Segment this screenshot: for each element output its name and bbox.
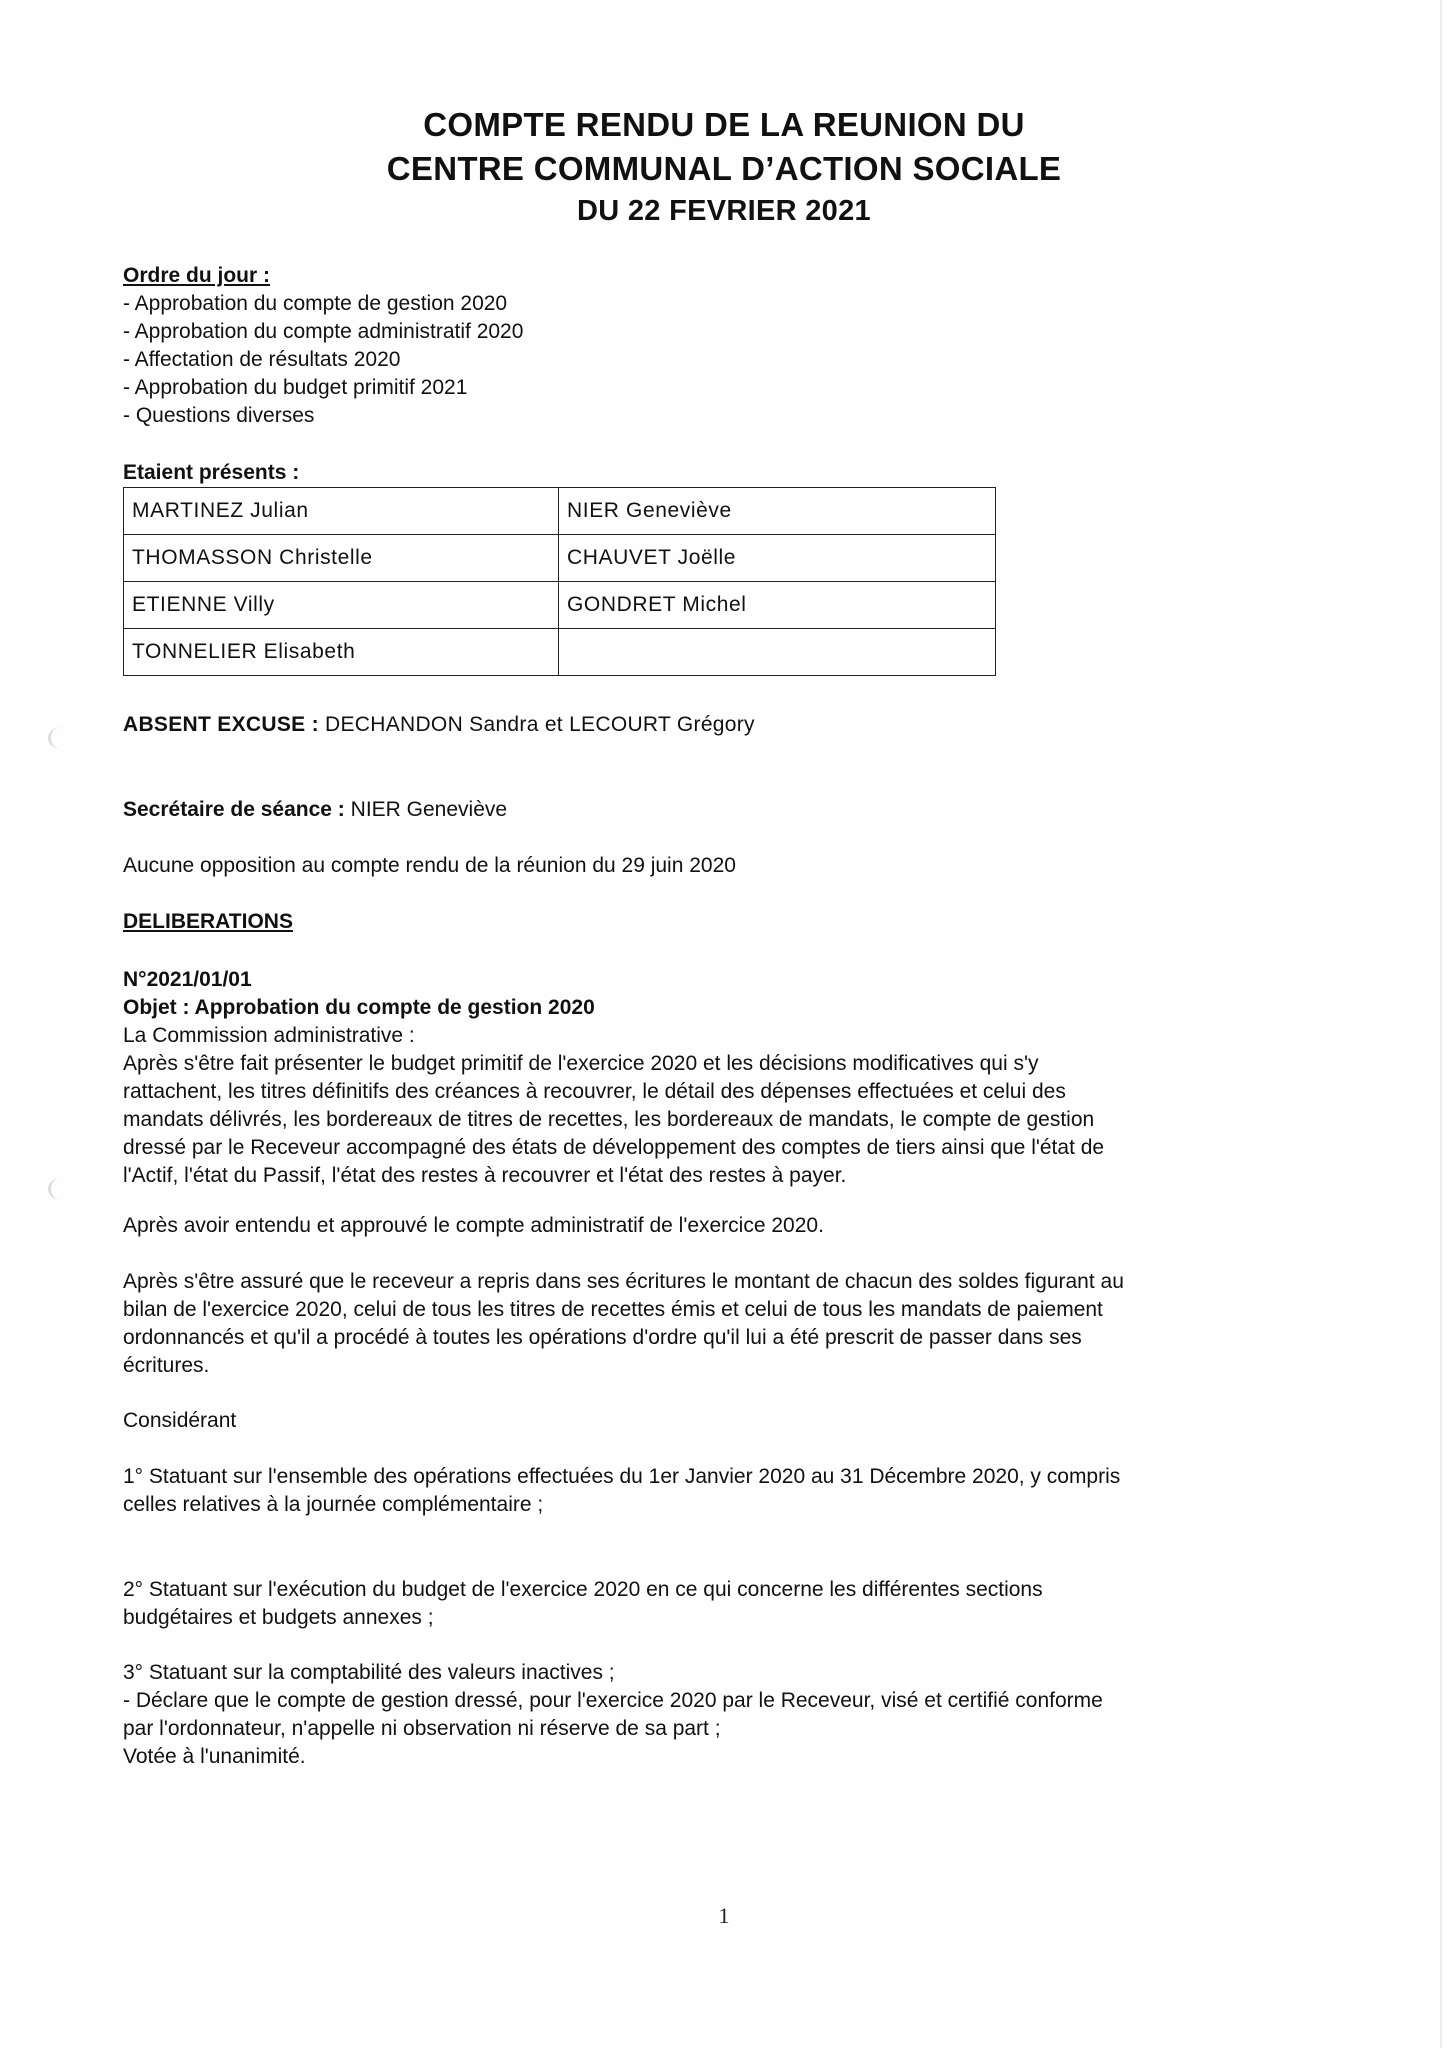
paragraph-line: mandats délivrés, les bordereaux de titres de recettes, les bordereaux de mandats, le compte de gestion <box>123 1108 1095 1131</box>
document-title-line-2: CENTRE COMMUNAL D’ACTION SOCIALE <box>386 150 1062 187</box>
secretary-line <box>123 796 507 824</box>
deliberations-heading: DELIBERATIONS <box>123 910 293 933</box>
paragraph-line: dressé par le Receveur accompagné des états de développement des comptes de tiers ainsi que l'état de <box>123 1136 1105 1159</box>
table-row <box>124 582 996 629</box>
attendees-table <box>123 487 996 676</box>
attendee-cell: GONDRET Michel <box>559 582 996 629</box>
absent-value: DECHANDON Sandra et LECOURT Grégory <box>318 713 755 736</box>
attendee-cell: CHAUVET Joëlle <box>559 535 996 582</box>
attendee-cell-empty <box>559 629 996 676</box>
punch-hole-mark <box>48 1178 73 1200</box>
no-opposition-note: Aucune opposition au compte rendu de la réunion du 29 juin 2020 <box>123 854 736 877</box>
agenda-heading: Ordre du jour : <box>123 264 270 287</box>
paragraph-presentation <box>123 1050 1283 1190</box>
attendee-cell: TONNELIER Elisabeth <box>124 629 559 676</box>
agenda-section <box>123 262 523 430</box>
considerant-label: Considérant <box>123 1409 237 1432</box>
agenda-item: - Questions diverses <box>123 404 315 427</box>
table-row <box>124 629 996 676</box>
paragraph-approval: Après avoir entendu et approuvé le compte administratif de l'exercice 2020. <box>123 1214 824 1237</box>
page-number: 1 <box>718 1903 730 1928</box>
table-row <box>124 535 996 582</box>
secretary-label: Secrétaire de séance : <box>123 798 345 821</box>
absent-label: ABSENT EXCUSE : <box>123 713 319 736</box>
attendee-cell: THOMASSON Christelle <box>124 535 559 582</box>
paragraph-line: écritures. <box>123 1354 210 1377</box>
deliberation-number: N°2021/01/01 <box>123 968 252 991</box>
table-row <box>124 488 996 535</box>
paragraph-line: bilan de l'exercice 2020, celui de tous les titres de recettes émis et celui de tous les mandats de paiement <box>123 1298 1103 1321</box>
paragraph-line: Après s'être fait présenter le budget primitif de l'exercice 2020 et les décisions modificatives qui s'y <box>123 1052 1039 1075</box>
punch-hole-mark <box>48 727 73 749</box>
paragraph-line: par l'ordonnateur, n'appelle ni observation ni réserve de sa part ; <box>123 1717 721 1740</box>
agenda-item: - Approbation du compte administratif 2020 <box>123 320 524 343</box>
declaration <box>123 1687 1283 1743</box>
paragraph-line: l'Actif, l'état du Passif, l'état des restes à recouvrer et l'état des restes à payer. <box>123 1164 847 1187</box>
absent-line <box>123 711 755 739</box>
paragraph-line: 2° Statuant sur l'exécution du budget de l'exercice 2020 en ce qui concerne les différentes sections <box>123 1578 1043 1601</box>
paragraph-assurance <box>123 1268 1283 1380</box>
document-date: DU 22 FEVRIER 2021 <box>577 195 871 227</box>
paragraph-line: - Déclare que le compte de gestion dressé, pour l'exercice 2020 par le Receveur, visé et certifié conforme <box>123 1689 1103 1712</box>
scan-edge-line <box>1440 0 1442 2048</box>
paragraph-line: Après s'être assuré que le receveur a repris dans ses écritures le montant de chacun des soldes figurant au <box>123 1270 1124 1293</box>
paragraph-line: 1° Statuant sur l'ensemble des opérations effectuées du 1er Janvier 2020 au 31 Décembre 2020, y compris <box>123 1465 1121 1488</box>
deliberation-intro: La Commission administrative : <box>123 1024 415 1047</box>
paragraph-line: celles relatives à la journée complémentaire ; <box>123 1493 544 1516</box>
vote-result: Votée à l'unanimité. <box>123 1745 306 1768</box>
secretary-value: NIER Geneviève <box>344 798 508 821</box>
paragraph-line: ordonnancés et qu'il a procédé à toutes les opérations d'ordre qu'il lui a été prescrit de passer dans ses <box>123 1326 1082 1349</box>
point-3: 3° Statuant sur la comptabilité des valeurs inactives ; <box>123 1661 615 1684</box>
agenda-item: - Approbation du compte de gestion 2020 <box>123 292 508 315</box>
attendee-cell: ETIENNE Villy <box>124 582 559 629</box>
presents-heading: Etaient présents : <box>123 461 300 484</box>
attendee-cell: MARTINEZ Julian <box>124 488 559 535</box>
agenda-item: - Affectation de résultats 2020 <box>123 348 401 371</box>
point-1 <box>123 1463 1283 1519</box>
point-2 <box>123 1576 1283 1632</box>
attendee-cell: NIER Geneviève <box>559 488 996 535</box>
deliberation-object: Objet : Approbation du compte de gestion 2020 <box>123 996 595 1019</box>
agenda-item: - Approbation du budget primitif 2021 <box>123 376 468 399</box>
document-title-line-1: COMPTE RENDU DE LA REUNION DU <box>423 106 1025 143</box>
paragraph-line: rattachent, les titres définitifs des créances à recouvrer, le détail des dépenses effectuées et celui des <box>123 1080 1066 1103</box>
paragraph-line: budgétaires et budgets annexes ; <box>123 1606 434 1629</box>
